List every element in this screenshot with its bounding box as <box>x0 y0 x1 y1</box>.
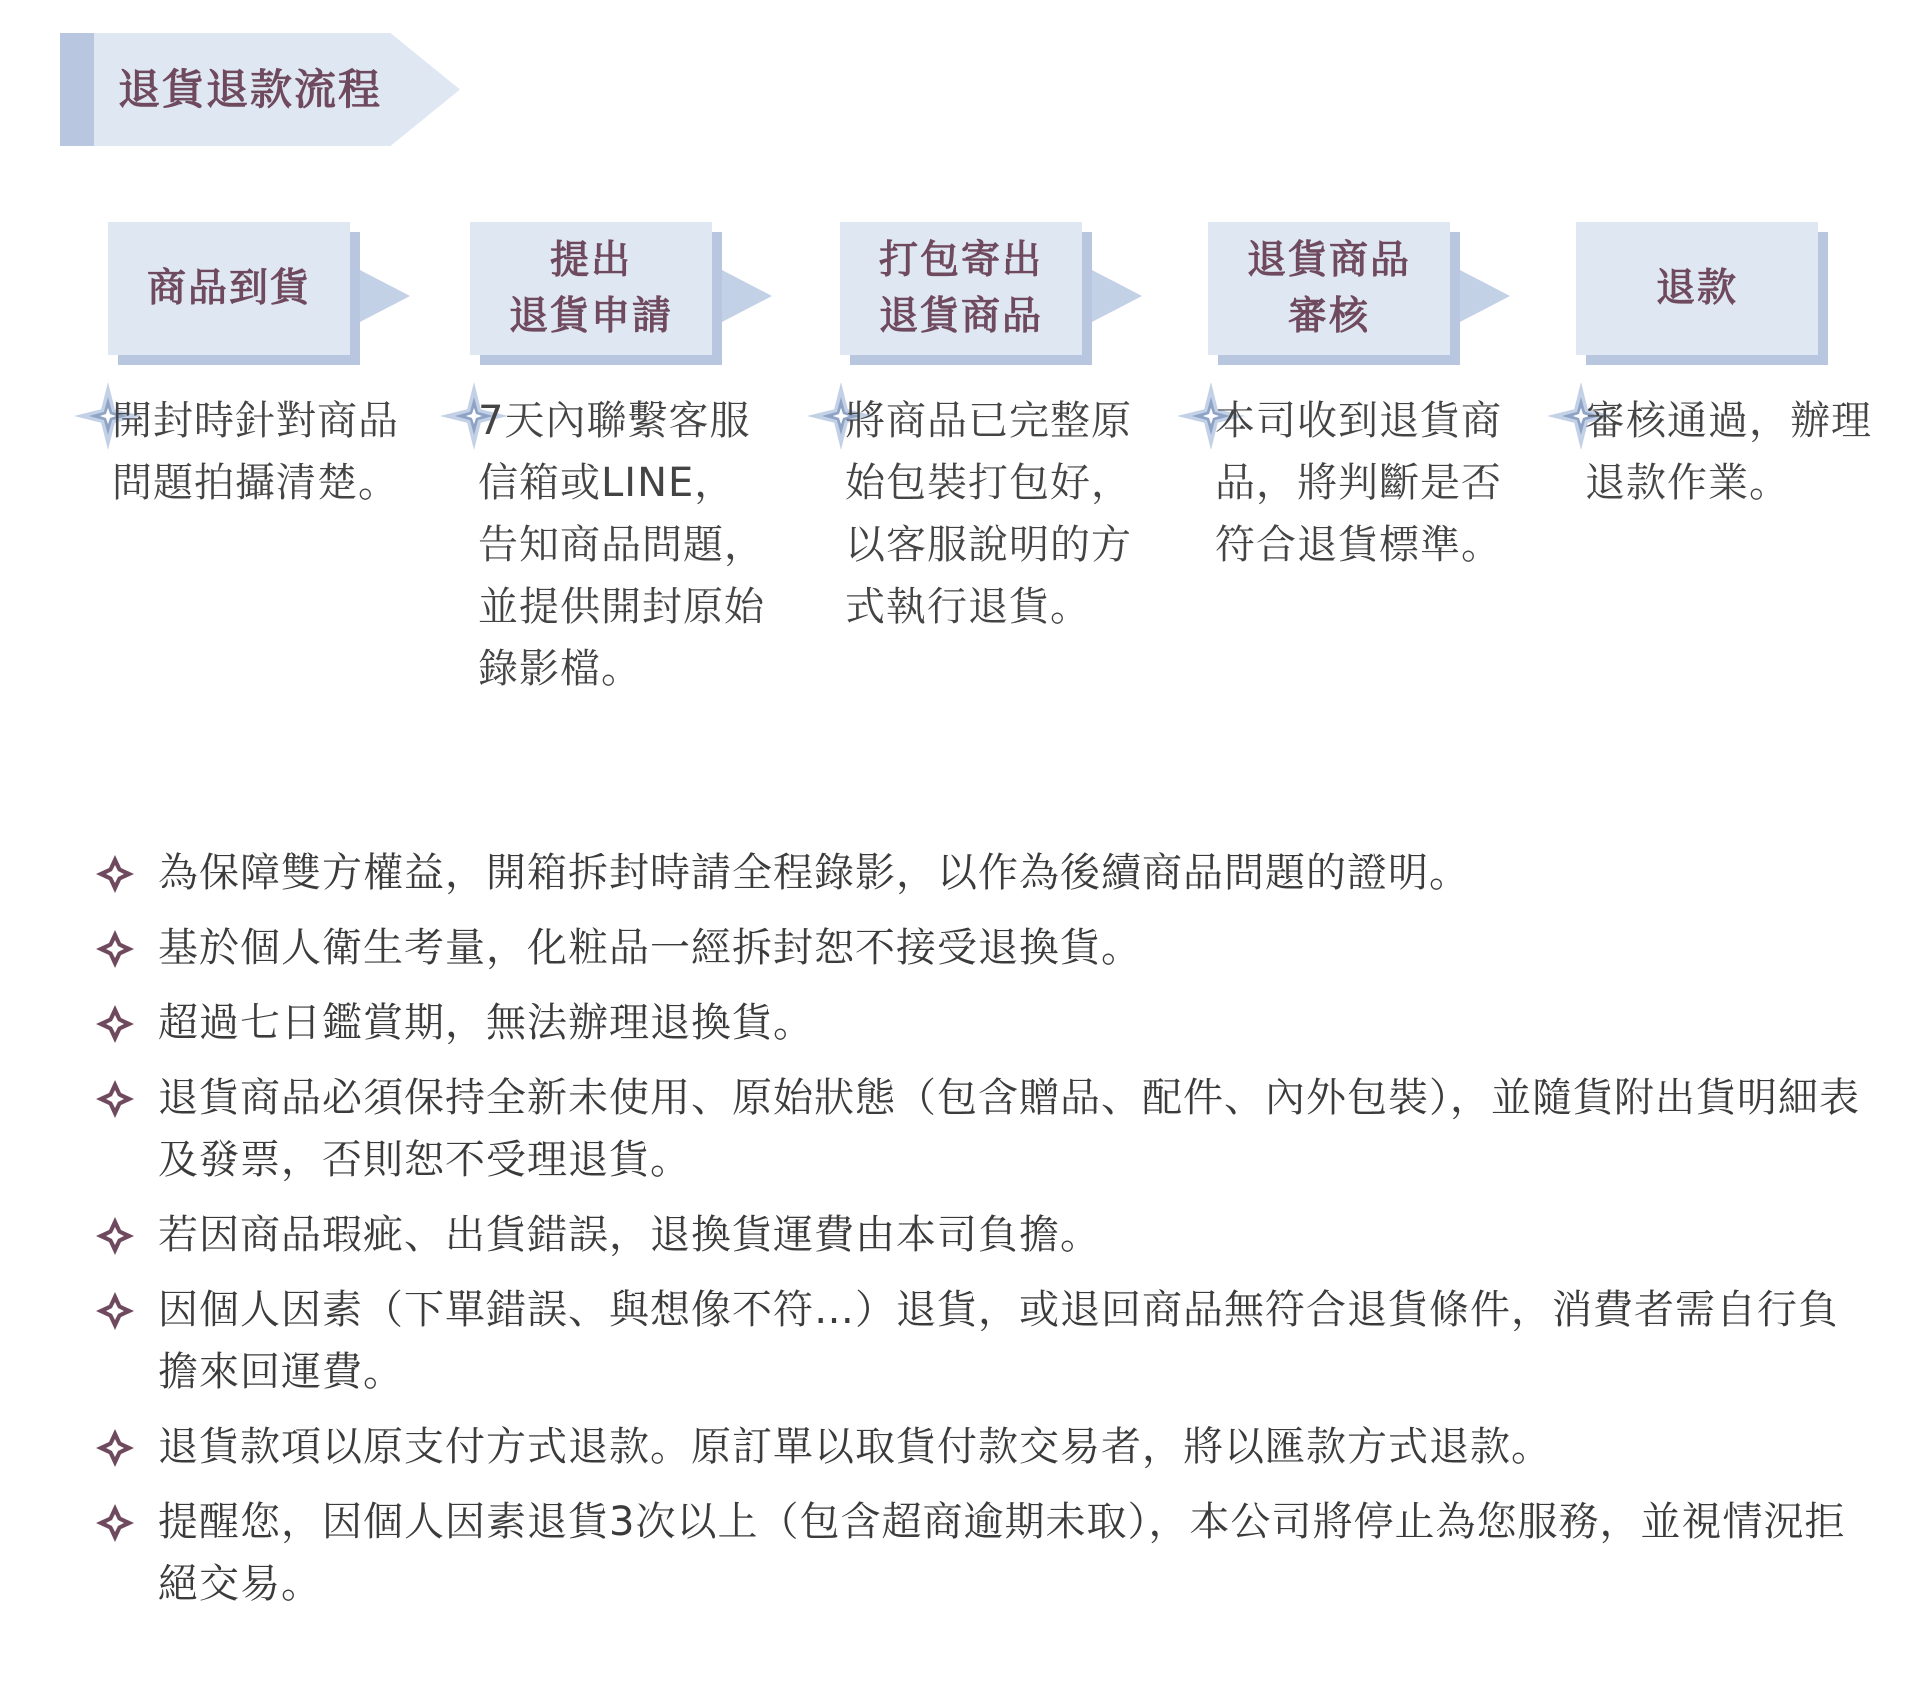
list-item <box>95 992 1875 1054</box>
step-box <box>1208 222 1450 355</box>
note-text: 為保障雙方權益，開箱拆封時請全程錄影，以作為後續商品問題的證明。 <box>158 850 1470 896</box>
note-text: 超過七日鑑賞期，無法辦理退換貨。 <box>158 1000 814 1046</box>
list-item <box>95 917 1875 979</box>
header-accent-bar <box>60 33 94 146</box>
step-2-description <box>478 390 768 700</box>
step-box <box>108 222 350 355</box>
step-description-text: 7天內聯繫客服信箱或LINE，告知商品問題，並提供開封原始錄影檔。 <box>478 398 765 692</box>
step-label: 退款 <box>1655 265 1738 311</box>
step-description-text: 審核通過，辦理退款作業。 <box>1585 398 1872 506</box>
list-item <box>95 842 1875 904</box>
four-point-star-icon <box>95 854 135 894</box>
step-3 <box>840 222 1130 367</box>
list-item <box>95 1067 1875 1191</box>
section-title: 退貨退款流程 <box>118 65 383 114</box>
note-text: 提醒您，因個人因素退貨3次以上（包含超商逾期未取），本公司將停止為您服務，並視情況拒絕交易。 <box>158 1499 1846 1607</box>
step-1 <box>108 222 398 367</box>
step-2 <box>470 222 760 367</box>
step-label: 商品到貨 <box>146 265 311 311</box>
four-point-star-icon <box>95 1291 135 1331</box>
step-label-line-1: 打包寄出 <box>878 237 1043 283</box>
step-label-line-1: 退貨商品 <box>1246 237 1411 283</box>
step-box <box>1576 222 1818 355</box>
list-item <box>95 1416 1875 1478</box>
step-label-line-2: 退貨商品 <box>878 293 1043 339</box>
four-point-star-icon <box>95 1503 135 1543</box>
step-4 <box>1208 222 1498 367</box>
note-text: 退貨款項以原支付方式退款。原訂單以取貨付款交易者，將以匯款方式退款。 <box>158 1424 1552 1470</box>
step-1-description <box>112 390 402 514</box>
step-5-description <box>1585 390 1875 514</box>
four-point-star-icon <box>95 929 135 969</box>
list-item <box>95 1204 1875 1266</box>
step-box <box>840 222 1082 355</box>
step-4-description <box>1215 390 1505 576</box>
step-description-text: 開封時針對商品問題拍攝清楚。 <box>112 398 399 506</box>
note-text: 退貨商品必須保持全新未使用、原始狀態（包含贈品、配件、內外包裝），並隨貨附出貨明細表及發票，否則恕不受理退貨。 <box>158 1075 1860 1183</box>
notes-list <box>95 842 1875 1628</box>
step-label-line-1: 提出 <box>549 237 632 283</box>
arrow-right-icon <box>1460 270 1510 322</box>
four-point-star-icon <box>95 1428 135 1468</box>
section-header <box>60 33 460 146</box>
four-point-star-icon <box>95 1079 135 1119</box>
arrow-right-icon <box>722 270 772 322</box>
four-point-star-icon <box>95 1004 135 1044</box>
step-3-description <box>845 390 1135 638</box>
arrow-right-icon <box>360 270 410 322</box>
note-text: 基於個人衛生考量，化粧品一經拆封恕不接受退換貨。 <box>158 925 1142 971</box>
arrow-right-icon <box>1092 270 1142 322</box>
note-text: 若因商品瑕疵、出貨錯誤，退換貨運費由本司負擔。 <box>158 1212 1101 1258</box>
list-item <box>95 1279 1875 1403</box>
step-5 <box>1576 222 1866 367</box>
step-description-text: 本司收到退貨商品，將判斷是否符合退貨標準。 <box>1215 398 1502 568</box>
step-label-line-2: 退貨申請 <box>508 293 673 339</box>
step-description-text: 將商品已完整原始包裝打包好，以客服說明的方式執行退貨。 <box>845 398 1132 630</box>
note-text: 因個人因素（下單錯誤、與想像不符…）退貨，或退回商品無符合退貨條件，消費者需自行負擔來回運費。 <box>158 1287 1839 1395</box>
step-box <box>470 222 712 355</box>
step-label-line-2: 審核 <box>1287 293 1370 339</box>
list-item <box>95 1491 1875 1615</box>
four-point-star-icon <box>95 1216 135 1256</box>
